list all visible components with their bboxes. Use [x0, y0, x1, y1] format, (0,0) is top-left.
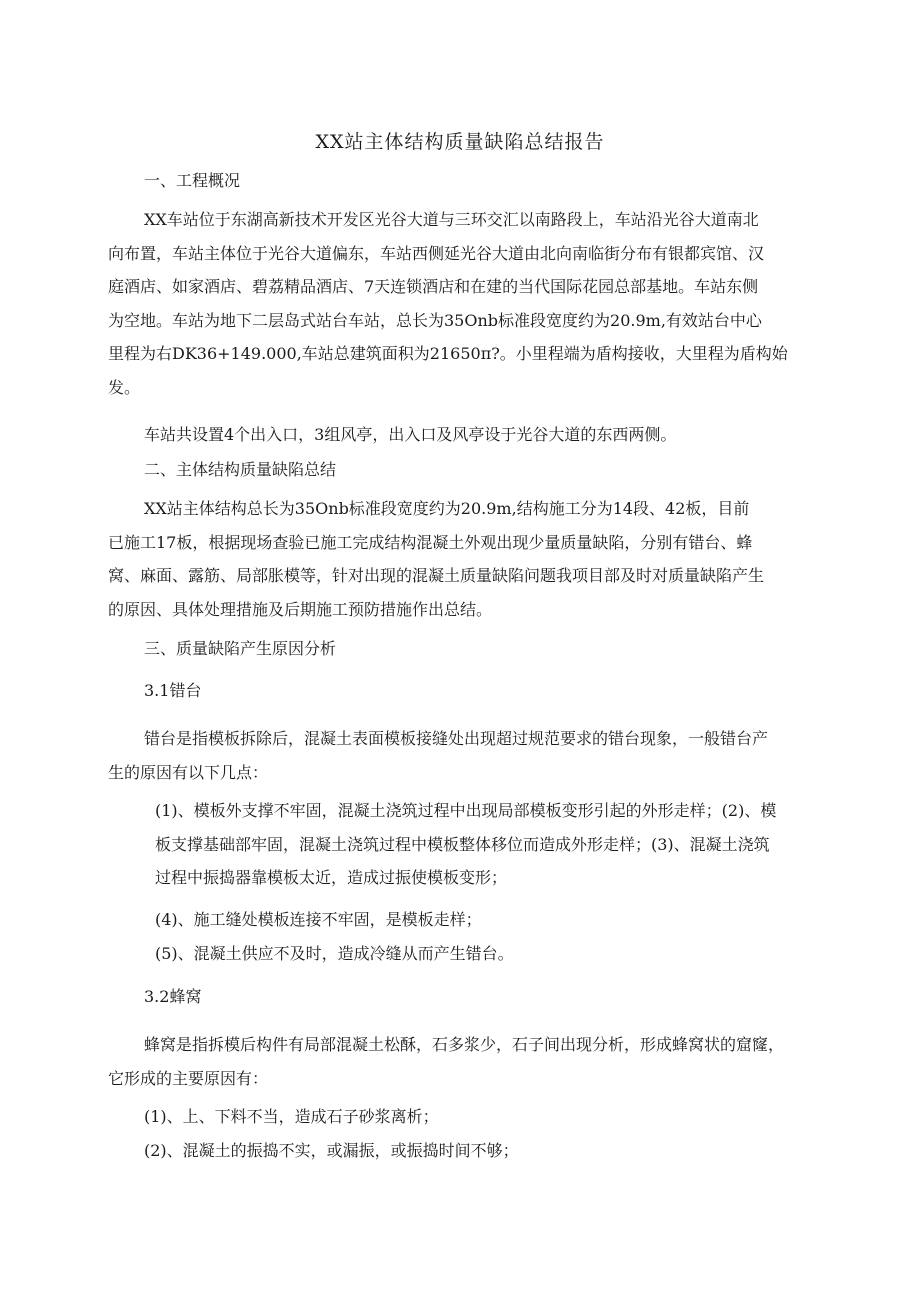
list-step-causes-2 — [155, 903, 835, 970]
list-step-causes-1 — [155, 794, 835, 895]
text-line: XX站主体结构总长为35Onb标准段宽度约为20.9m,结构施工分为14段、42板，目前 — [144, 499, 750, 518]
list-item: (5)、混凝土供应不及时，造成冷缝从而产生错台。 — [155, 943, 514, 963]
paragraph-step — [108, 722, 808, 789]
text-line: 生的原因有以下几点： — [108, 762, 269, 782]
text-line: 里程为右DK36+149.000,车站总建筑面积为21650π?。小里程端为盾构接收，大里程为盾构始 — [108, 344, 788, 364]
paragraph-overview-2: 车站共设置4个出入口，3组风亭，出入口及风亭设于光谷大道的东西两侧。 — [144, 425, 677, 444]
document-title: XX站主体结构质量缺陷总结报告 — [315, 131, 605, 153]
text-line: 它形成的主要原因有： — [108, 1068, 269, 1088]
list-honeycomb-causes — [144, 1100, 824, 1167]
text-line: 窝、麻面、露筋、局部胀模等，针对出现的混凝土质量缺陷问题我项目部及时对质量缺陷产生 — [108, 566, 765, 586]
text-line: 向布置，车站主体位于光谷大道偏东，车站西侧延光谷大道由北向南临街分布有银都宾馆、汉 — [108, 243, 765, 263]
section-heading-overview: 一、工程概况 — [144, 171, 241, 190]
list-item: 板支撑基础部牢固，混凝土浇筑过程中模板整体移位而造成外形走样；(3)、混凝土浇筑 — [155, 834, 770, 854]
text-line: 已施工17板，根据现场查验已施工完成结构混凝土外观出现少量质量缺陷，分别有错台、蜂 — [108, 532, 753, 552]
text-line: 错台是指模板拆除后，混凝土表面模板接缝处出现超过规范要求的错台现象，一般错台产 — [144, 729, 769, 748]
section-heading-analysis: 三、质量缺陷产生原因分析 — [144, 639, 337, 658]
text-line: 的原因、具体处理措施及后期施工预防措施作出总结。 — [108, 599, 493, 619]
text-line: XX车站位于东湖高新技术开发区光谷大道与三环交汇以南路段上，车站沿光谷大道南北 — [144, 210, 759, 229]
paragraph-overview-1 — [108, 203, 808, 405]
list-item: (1)、上、下料不当，造成石子砂浆离析； — [144, 1107, 439, 1126]
list-item: (1)、模板外支撑不牢固，混凝土浇筑过程中出现局部模板变形引起的外形走样；(2)、模 — [155, 801, 777, 820]
subsection-heading-honeycomb: 3.2蜂窝 — [144, 987, 202, 1006]
text-line: 蜂窝是指拆模后构件有局部混凝土松酥，石多浆少，石子间出现分析，形成蜂窝状的窟窿， — [144, 1035, 785, 1054]
list-item: 过程中振捣器靠模板太近，造成过振使模板变形； — [155, 868, 508, 888]
list-item: (4)、施工缝处模板连接不牢固，是模板走样； — [155, 910, 482, 929]
paragraph-summary — [108, 492, 808, 626]
text-line: 庭酒店、如家酒店、碧荔精品酒店、7天连锁酒店和在建的当代国际花园总部基地。车站东侧 — [108, 277, 759, 297]
subsection-heading-step: 3.1错台 — [144, 681, 202, 700]
text-line: 发。 — [108, 377, 141, 397]
text-line: 为空地。车站为地下二层岛式站台车站，总长为35Onb标准段宽度约为20.9m,有效站台中心 — [108, 310, 762, 330]
paragraph-honeycomb — [108, 1028, 808, 1095]
list-item: (2)、混凝土的振捣不实，或漏振，或振捣时间不够； — [144, 1140, 519, 1160]
section-heading-summary: 二、主体结构质量缺陷总结 — [144, 460, 337, 479]
